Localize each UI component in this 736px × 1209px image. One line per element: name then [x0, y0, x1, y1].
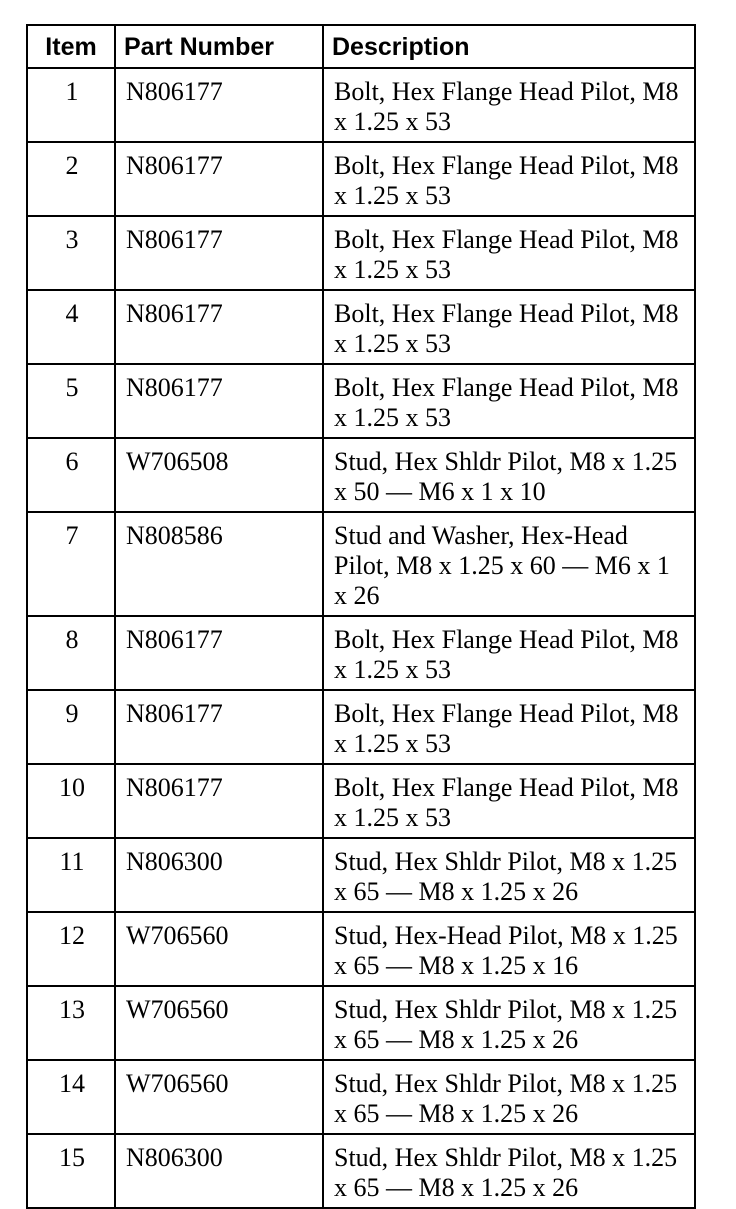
table-row [27, 616, 695, 690]
table-row [27, 838, 695, 912]
table-row [27, 216, 695, 290]
header-row [27, 25, 695, 68]
part-number-cell: W706560 [115, 986, 323, 1060]
item-cell: 4 [27, 290, 115, 364]
table-row [27, 438, 695, 512]
part-number-cell: W706560 [115, 912, 323, 986]
table-row [27, 764, 695, 838]
description-cell: Bolt, Hex Flange Head Pilot, M8 x 1.25 x 53 [323, 764, 695, 838]
table-body [27, 68, 695, 1208]
part-number-cell: N808586 [115, 512, 323, 616]
description-cell: Bolt, Hex Flange Head Pilot, M8 x 1.25 x 53 [323, 616, 695, 690]
part-number-cell: N806300 [115, 838, 323, 912]
part-number-cell: N806177 [115, 690, 323, 764]
item-cell: 11 [27, 838, 115, 912]
description-cell: Bolt, Hex Flange Head Pilot, M8 x 1.25 x 53 [323, 690, 695, 764]
table-row [27, 912, 695, 986]
item-cell: 7 [27, 512, 115, 616]
table-row [27, 290, 695, 364]
table-row [27, 986, 695, 1060]
item-cell: 1 [27, 68, 115, 142]
description-cell: Stud and Washer, Hex-Head Pilot, M8 x 1.25 x 60 — M6 x 1 x 26 [323, 512, 695, 616]
description-cell: Stud, Hex Shldr Pilot, M8 x 1.25 x 65 — M8 x 1.25 x 26 [323, 1134, 695, 1208]
item-cell: 9 [27, 690, 115, 764]
description-cell: Stud, Hex-Head Pilot, M8 x 1.25 x 65 — M8 x 1.25 x 16 [323, 912, 695, 986]
table-row [27, 364, 695, 438]
part-number-cell: N806177 [115, 142, 323, 216]
part-number-cell: N806177 [115, 616, 323, 690]
item-cell: 15 [27, 1134, 115, 1208]
part-number-cell: N806177 [115, 68, 323, 142]
item-cell: 5 [27, 364, 115, 438]
table-row [27, 512, 695, 616]
item-cell: 3 [27, 216, 115, 290]
column-header-part-number: Part Number [115, 25, 323, 68]
description-cell: Stud, Hex Shldr Pilot, M8 x 1.25 x 50 — M6 x 1 x 10 [323, 438, 695, 512]
table-header [27, 25, 695, 68]
item-cell: 13 [27, 986, 115, 1060]
item-cell: 14 [27, 1060, 115, 1134]
description-cell: Bolt, Hex Flange Head Pilot, M8 x 1.25 x 53 [323, 216, 695, 290]
part-number-cell: N806177 [115, 290, 323, 364]
description-cell: Stud, Hex Shldr Pilot, M8 x 1.25 x 65 — M8 x 1.25 x 26 [323, 1060, 695, 1134]
item-cell: 2 [27, 142, 115, 216]
item-cell: 10 [27, 764, 115, 838]
part-number-cell: N806177 [115, 764, 323, 838]
item-cell: 6 [27, 438, 115, 512]
description-cell: Bolt, Hex Flange Head Pilot, M8 x 1.25 x 53 [323, 68, 695, 142]
parts-table [26, 24, 696, 1209]
table-row [27, 1060, 695, 1134]
item-cell: 12 [27, 912, 115, 986]
description-cell: Stud, Hex Shldr Pilot, M8 x 1.25 x 65 — M8 x 1.25 x 26 [323, 986, 695, 1060]
description-cell: Bolt, Hex Flange Head Pilot, M8 x 1.25 x 53 [323, 142, 695, 216]
column-header-item: Item [27, 25, 115, 68]
description-cell: Stud, Hex Shldr Pilot, M8 x 1.25 x 65 — M8 x 1.25 x 26 [323, 838, 695, 912]
part-number-cell: W706560 [115, 1060, 323, 1134]
item-cell: 8 [27, 616, 115, 690]
table-row [27, 1134, 695, 1208]
part-number-cell: N806177 [115, 216, 323, 290]
description-cell: Bolt, Hex Flange Head Pilot, M8 x 1.25 x 53 [323, 290, 695, 364]
part-number-cell: N806177 [115, 364, 323, 438]
column-header-description: Description [323, 25, 695, 68]
part-number-cell: N806300 [115, 1134, 323, 1208]
part-number-cell: W706508 [115, 438, 323, 512]
table-row [27, 142, 695, 216]
table-row [27, 68, 695, 142]
description-cell: Bolt, Hex Flange Head Pilot, M8 x 1.25 x 53 [323, 364, 695, 438]
table-row [27, 690, 695, 764]
